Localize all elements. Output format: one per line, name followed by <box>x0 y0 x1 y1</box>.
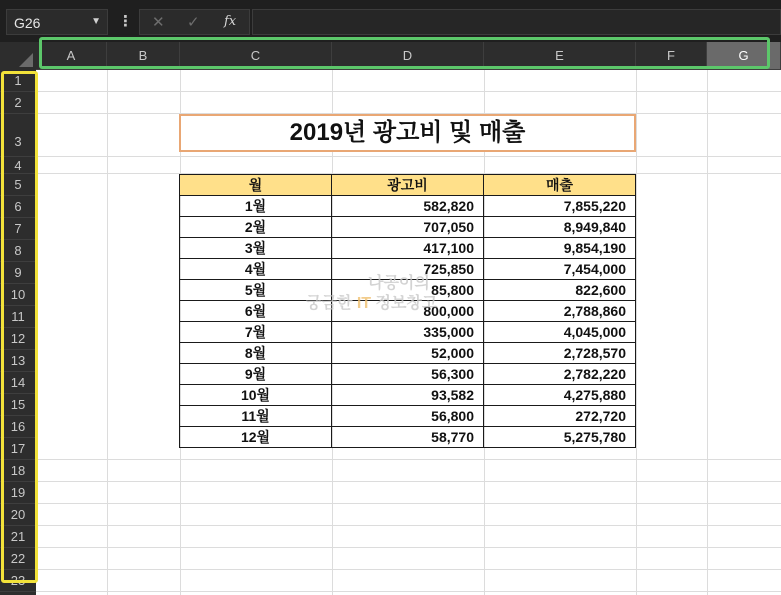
table-row <box>180 427 636 448</box>
gridline <box>36 569 781 570</box>
gridline <box>707 70 708 595</box>
cell-ad-cost[interactable]: 85,800 <box>332 280 484 301</box>
table-row <box>180 385 636 406</box>
insert-function-icon[interactable]: fx <box>224 14 237 29</box>
cell-ad-cost[interactable]: 725,850 <box>332 259 484 280</box>
watermark-text: 정보창고 <box>371 295 438 312</box>
formula-buttons <box>139 9 250 35</box>
row-header-10[interactable]: 10 <box>0 284 36 306</box>
table-header-row <box>180 175 636 196</box>
cell-ad-cost[interactable]: 93,582 <box>332 385 484 406</box>
row-header-1[interactable]: 1 <box>0 70 36 92</box>
enter-icon[interactable]: ✓ <box>187 14 200 31</box>
gridline <box>107 70 108 595</box>
chevron-down-icon[interactable]: ▼ <box>91 16 101 27</box>
column-header-b[interactable]: B <box>107 42 180 69</box>
cell-ad-cost[interactable]: 707,050 <box>332 217 484 238</box>
column-header-f[interactable]: F <box>636 42 707 69</box>
row-header-23[interactable]: 23 <box>0 570 36 592</box>
formula-input[interactable] <box>252 9 781 35</box>
table-row <box>180 217 636 238</box>
cell-sales[interactable]: 4,275,880 <box>484 385 636 406</box>
cell-ad-cost[interactable]: 52,000 <box>332 343 484 364</box>
row-header-15[interactable]: 15 <box>0 394 36 416</box>
cell-sales[interactable]: 4,045,000 <box>484 322 636 343</box>
row-header-5[interactable]: 5 <box>0 174 36 196</box>
row-header-7[interactable]: 7 <box>0 218 36 240</box>
watermark <box>306 274 437 314</box>
gridline <box>36 547 781 548</box>
cell-month[interactable]: 8월 <box>180 343 332 364</box>
row-header-22[interactable]: 22 <box>0 548 36 570</box>
gridline <box>36 459 781 460</box>
column-header-c[interactable]: C <box>180 42 332 69</box>
gridline <box>36 481 781 482</box>
gridline <box>636 70 637 595</box>
cell-month[interactable]: 7월 <box>180 322 332 343</box>
name-box[interactable] <box>6 9 108 35</box>
gridline <box>36 525 781 526</box>
header-cell-ad-cost[interactable]: 광고비 <box>332 175 484 196</box>
cell-month[interactable]: 5월 <box>180 280 332 301</box>
name-box-value[interactable]: G26 <box>14 15 41 31</box>
cell-month[interactable]: 11월 <box>180 406 332 427</box>
cell-sales[interactable]: 822,600 <box>484 280 636 301</box>
watermark-line2 <box>306 294 437 314</box>
row-header-9[interactable]: 9 <box>0 262 36 284</box>
cell-month[interactable]: 12월 <box>180 427 332 448</box>
cell-sales[interactable]: 272,720 <box>484 406 636 427</box>
watermark-line1: 나공이의 <box>368 275 430 292</box>
column-header-e[interactable]: E <box>484 42 636 69</box>
cell-sales[interactable]: 9,854,190 <box>484 238 636 259</box>
watermark-it: IT <box>356 295 372 312</box>
row-header-6[interactable]: 6 <box>0 196 36 218</box>
table-row <box>180 238 636 259</box>
cell-month[interactable]: 4월 <box>180 259 332 280</box>
column-header-d[interactable]: D <box>332 42 484 69</box>
column-header-a[interactable]: A <box>36 42 107 69</box>
table-row <box>180 343 636 364</box>
cell-month[interactable]: 10월 <box>180 385 332 406</box>
cell-sales[interactable]: 2,788,860 <box>484 301 636 322</box>
cell-month[interactable]: 9월 <box>180 364 332 385</box>
row-header-16[interactable]: 16 <box>0 416 36 438</box>
header-cell-sales[interactable]: 매출 <box>484 175 636 196</box>
cell-month[interactable]: 6월 <box>180 301 332 322</box>
table-row <box>180 196 636 217</box>
cell-grid[interactable] <box>36 70 781 595</box>
row-header-17[interactable]: 17 <box>0 438 36 460</box>
row-header-21[interactable]: 21 <box>0 526 36 548</box>
gridline <box>36 156 781 157</box>
column-header-g[interactable]: G <box>707 42 781 69</box>
gridline <box>36 91 781 92</box>
table-row <box>180 322 636 343</box>
row-header-20[interactable]: 20 <box>0 504 36 526</box>
row-header-8[interactable]: 8 <box>0 240 36 262</box>
cell-sales[interactable]: 5,275,780 <box>484 427 636 448</box>
row-header-19[interactable]: 19 <box>0 482 36 504</box>
row-header-4[interactable]: 4 <box>0 157 36 174</box>
table-row <box>180 364 636 385</box>
select-all-icon <box>19 53 33 67</box>
cell-ad-cost[interactable]: 56,800 <box>332 406 484 427</box>
more-options-icon[interactable]: ⋮ <box>118 13 133 30</box>
row-header-18[interactable]: 18 <box>0 460 36 482</box>
cell-ad-cost[interactable]: 58,770 <box>332 427 484 448</box>
cell-month[interactable]: 2월 <box>180 217 332 238</box>
cancel-icon[interactable]: ✕ <box>152 14 165 31</box>
cell-ad-cost[interactable]: 582,820 <box>332 196 484 217</box>
row-header-11[interactable]: 11 <box>0 306 36 328</box>
gridline <box>36 591 781 592</box>
cell-ad-cost[interactable]: 417,100 <box>332 238 484 259</box>
gridline <box>36 503 781 504</box>
table-row <box>180 406 636 427</box>
column-header-highlight <box>39 37 770 69</box>
cell-sales[interactable]: 7,454,000 <box>484 259 636 280</box>
watermark-text: 궁금한 <box>306 295 357 312</box>
cell-ad-cost[interactable]: 56,300 <box>332 364 484 385</box>
select-all-corner[interactable] <box>0 42 36 70</box>
cell-sales[interactable]: 7,855,220 <box>484 196 636 217</box>
row-header-highlight <box>1 71 38 583</box>
row-header-13[interactable]: 13 <box>0 350 36 372</box>
cell-sales[interactable]: 2,728,570 <box>484 343 636 364</box>
cell-sales[interactable]: 2,782,220 <box>484 364 636 385</box>
cell-month[interactable]: 3월 <box>180 238 332 259</box>
row-header-2[interactable]: 2 <box>0 92 36 114</box>
row-header-12[interactable]: 12 <box>0 328 36 350</box>
cell-ad-cost[interactable]: 800,000 <box>332 301 484 322</box>
row-header-3[interactable]: 3 <box>0 114 36 157</box>
formula-bar <box>0 0 781 40</box>
header-cell-month[interactable]: 월 <box>180 175 332 196</box>
row-header-14[interactable]: 14 <box>0 372 36 394</box>
cell-sales[interactable]: 8,949,840 <box>484 217 636 238</box>
cell-ad-cost[interactable]: 335,000 <box>332 322 484 343</box>
sheet-title[interactable]: 2019년 광고비 및 매출 <box>179 114 636 152</box>
cell-month[interactable]: 1월 <box>180 196 332 217</box>
